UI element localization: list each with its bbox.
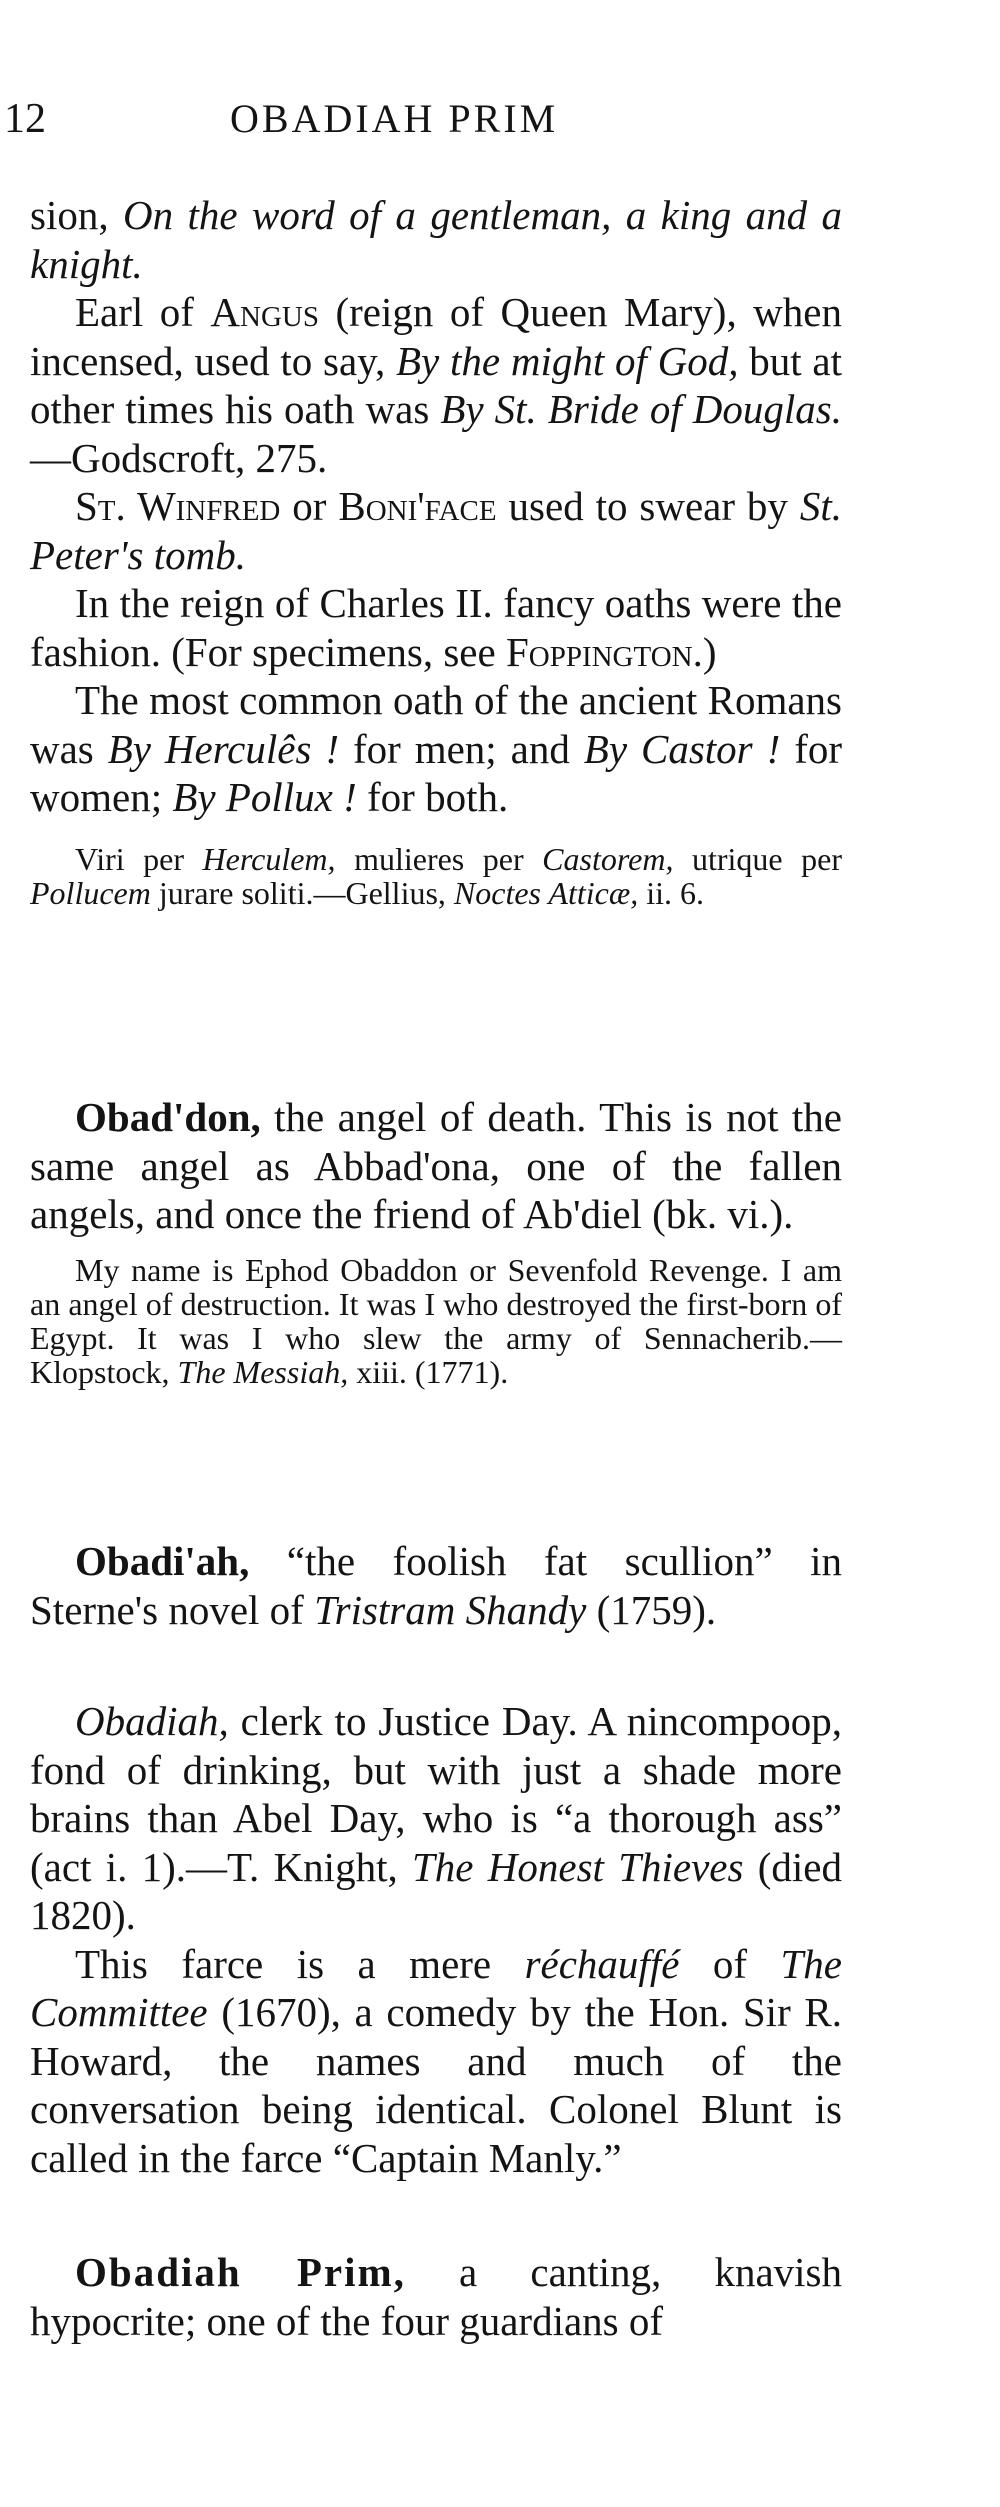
entry-oaths-continued <box>30 191 842 910</box>
obaddon-definition: Obad'don, the angel of death. This is not the same angel as Abbad'ona, one of the fallen angels, and once the friend of Ab'diel (bk. vi.). <box>30 1094 842 1237</box>
oaths-paragraph-angus: Earl of Angus (reign of Queen Mary), when incensed, used to say, By the might of God, but at other times his oath was By St. Bride of Douglas.—Godscroft, 275. <box>30 289 842 481</box>
headword-obadiah: Obadi'ah, <box>75 1538 250 1584</box>
entry-obaddon <box>30 1093 842 1389</box>
oaths-quotation: Viri per Herculem, mulieres per Castorem, utrique per Pollucem jurare soliti.—Gellius, Noctes Atticæ, ii. 6. <box>30 840 842 911</box>
oaths-paragraph-winfred: St. Winfred or Boni'face used to swear by St. Peter's tomb. <box>30 483 842 578</box>
entry-obadiah-clerk <box>30 1697 842 2182</box>
oaths-paragraph-1: sion, On the word of a gentleman, a king and a knight. <box>30 192 842 287</box>
page-header <box>0 95 1000 155</box>
obadiah-shandy-definition: Obadi'ah, “the foolish fat scullion” in Sterne's novel of Tristram Shandy (1759). <box>30 1538 842 1633</box>
obadiah-clerk-definition: Obadiah, clerk to Justice Day. A nincompoop, fond of drinking, but with just a shade more brains than Abel Day, who is “a thorough ass” (act i. 1).—T. Knight, The Honest Thieves (died 1820). <box>30 1698 842 1938</box>
headword-obadiah-prim: Obadiah Prim, <box>75 2249 406 2295</box>
obadiah-clerk-note: This farce is a mere réchauffé of The Committee (1670), a comedy by the Hon. Sir R. Howard, the names and much of the conversation being identical. Colonel Blunt is called in the farce “Captain Manly.” <box>30 1940 842 2181</box>
obadiah-prim-definition: Obadiah Prim, a canting, knavish hypocrite; one of the four guardians of <box>30 2249 842 2344</box>
entry-obadiah-prim <box>30 2248 842 2345</box>
running-title: OBADIAH PRIM <box>230 96 559 141</box>
oaths-paragraph-charles: In the reign of Charles II. fancy oaths were the fashion. (For specimens, see Foppington.) <box>30 580 842 675</box>
page-number: 12 <box>4 96 46 142</box>
headword-obaddon: Obad'don, <box>75 1094 261 1140</box>
entry-obadiah-shandy <box>30 1537 842 1634</box>
obaddon-quotation: My name is Ephod Obaddon or Sevenfold Revenge. I am an angel of destruction. It was I who destroyed the first-born of Egypt. It was I who slew the army of Sennacherib.—Klopstock, The Messiah, xiii. (1771). <box>30 1251 842 1390</box>
oaths-paragraph-romans: The most common oath of the ancient Romans was By Herculês ! for men; and By Castor ! for women; By Pollux ! for both. <box>30 677 843 820</box>
